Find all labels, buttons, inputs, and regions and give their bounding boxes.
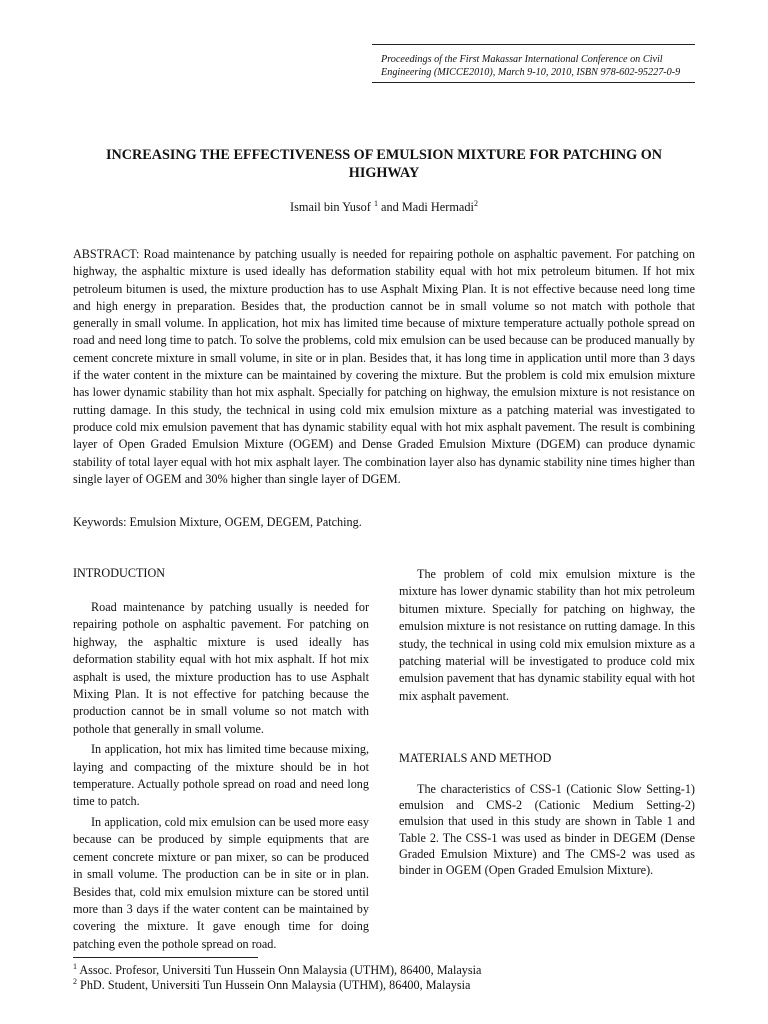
footnote-1-text: Assoc. Profesor, Universiti Tun Hussein Onn Malaysia (UTHM), 86400, Malaysia (77, 963, 482, 977)
author-line (70, 200, 698, 215)
intro-paragraph-1: Road maintenance by patching usually is needed for repairing pothole on asphaltic pavement. For patching on highway, the asphaltic mixture is used ideally has deformation stability equal with hot mix asphalt. If hot mix asphalt is used, the mixture production has to use Asphalt Mixing Plan. It is not effective for patching because the production cannot be in small volume so not match with pothole that generally in small volume. (73, 600, 369, 736)
proceedings-header: Proceedings of the First Makassar International Conference on Civil Engineering (MICCE2010), March 9-10, 2010, ISBN 978-602-95227-0-9 (381, 54, 681, 78)
intro-paragraph-3: In application, cold mix emulsion can be used more easy because can be produced by simple equipments that are cement concrete mixture or pan mixer, so can be produced in small volume. The production can be in site or in plan. Besides that, cold mix emulsion mixture can be stored until more than 3 days if the water content can be maintained by covering the mixture. It gave enough time for doing patching even the pothole spread on road. (73, 814, 369, 951)
footnote-1 (73, 963, 481, 978)
materials-body (399, 781, 695, 878)
abstract: ABSTRACT: Road maintenance by patching usually is needed for repairing pothole on asphaltic pavement. For patching on highway, the asphaltic mixture is used ideally has deformation stability equal with hot mix petroleum bitumen. If hot mix petroleum bitumen is used, the mixture production has to use Asphalt Mixing Plan. It is not effective because need long time and high energy in preparation. Besides that, the production cannot be in small volume so not match with pothole that generally in small volume. In application, hot mix has limited time because of mixture temperature actually pothole spread on road and need long time to patch. To solve the problems, cold mix emulsion can be used because can be produced manually by cement concrete mixture in small volume, in site or in plan. Besides that, it has long time in application until more than 3 days if the water content in the mixture can be maintained by covering the mixture. But the problem is cold mix emulsion mixture has lower dynamic stability than hot mix asphalt. Specially for patching on highway, the emulsion mixture is not resistance on rutting damage. In this study, the technical in using cold mix emulsion mixture as a patching material was investigated to produce cold mix emulsion pavement that has dynamic stability equal with hot mix asphalt pavement. The result is combining layer of Open Graded Emulsion Mixture (OGEM) and Dense Graded Emulsion Mixture (DGEM) can produce dynamic stability of total layer equal with hot mix asphalt layer. The combination layer also has dynamic stability nine times higher than single layer of OGEM and 30% higher than single layer of DGEM. (73, 247, 695, 486)
intro-paragraph-4: The problem of cold mix emulsion mixture is the mixture has lower dynamic stability than hot mix petroleum bitumen mixture. Specially for patching on highway, the emulsion mixture is not resistance on rutting damage. In this study, the technical in using cold mix emulsion mixture as a patching material will be investigated to produce cold mix emulsion pavement that has dynamic stability equal with hot mix asphalt pavement. (399, 567, 695, 703)
materials-paragraph: The characteristics of CSS-1 (Cationic Slow Setting-1) emulsion and CMS-2 (Cationic Medium Setting-2) emulsion that used in this study are shown in Table 1 and Table 2. The CSS-1 was used as binder in DEGEM (Dense Graded Emulsion Mixture) and The CMS-2 was used as binder in OGEM (Open Graded Emulsion Mixture). (399, 782, 695, 878)
author-connector: and (377, 200, 402, 214)
author-2: Madi Hermadi (401, 200, 474, 214)
author-1-footnote-mark: 1 (373, 198, 378, 208)
footnote-1-mark: 1 (73, 961, 77, 971)
author-1: Ismail bin Yusof (290, 200, 371, 214)
footnote-2-text: PhD. Student, Universiti Tun Hussein Onn Malaysia (UTHM), 86400, Malaysia (77, 978, 471, 992)
introduction-body (73, 599, 369, 953)
footnote-2 (73, 978, 470, 993)
footnote-2-mark: 2 (73, 976, 77, 986)
keywords: Keywords: Emulsion Mixture, OGEM, DEGEM, Patching. (73, 515, 362, 529)
footnote-rule (73, 957, 258, 958)
author-2-footnote-mark: 2 (473, 198, 478, 208)
introduction-heading: INTRODUCTION (73, 566, 166, 580)
header-top-rule (372, 44, 695, 45)
header-bottom-rule (372, 82, 695, 83)
intro-paragraph-2: In application, hot mix has limited time because mixing, laying and compacting of the mixture should be in hot temperature. Actually pothole spread on road and need long time to patch. (73, 742, 369, 809)
paper-title: INCREASING THE EFFECTIVENESS OF EMULSION MIXTURE FOR PATCHING ON HIGHWAY (105, 147, 662, 181)
introduction-continued (399, 566, 695, 705)
materials-heading: MATERIALS AND METHOD (399, 751, 552, 765)
